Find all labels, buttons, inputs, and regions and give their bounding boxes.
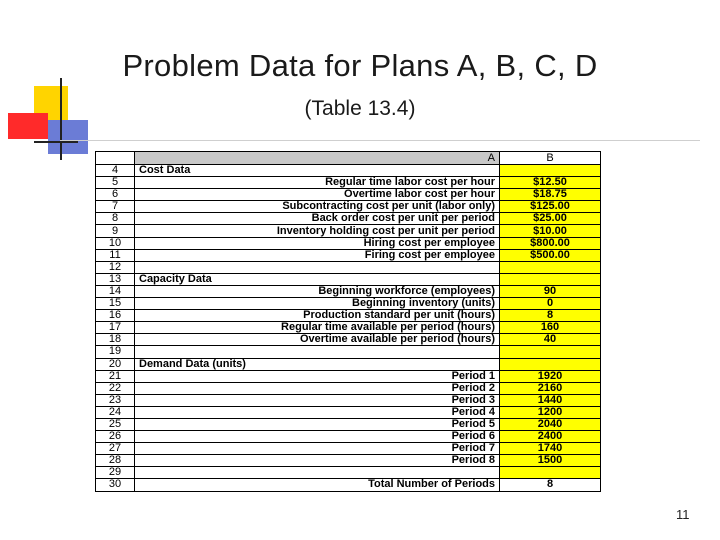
table-row — [96, 455, 601, 467]
label-cell[interactable]: Overtime available per period (hours) — [135, 334, 500, 346]
table-row — [96, 310, 601, 322]
row-number[interactable]: 29 — [96, 467, 135, 479]
row-number[interactable]: 4 — [96, 165, 135, 177]
section-label-cell[interactable]: Demand Data (units) — [135, 358, 500, 370]
decor-horizontal-line — [34, 141, 78, 143]
row-number[interactable]: 17 — [96, 322, 135, 334]
table-row — [96, 201, 601, 213]
label-cell[interactable]: Firing cost per employee — [135, 249, 500, 261]
value-cell[interactable]: 1920 — [500, 370, 601, 382]
row-number[interactable]: 26 — [96, 431, 135, 443]
value-cell[interactable]: 1200 — [500, 406, 601, 418]
value-cell[interactable]: 1440 — [500, 394, 601, 406]
row-number[interactable]: 12 — [96, 261, 135, 273]
value-cell[interactable]: 2040 — [500, 418, 601, 430]
slide-subtitle: (Table 13.4) — [304, 97, 416, 120]
row-number[interactable]: 15 — [96, 298, 135, 310]
title-divider — [60, 140, 700, 141]
value-cell[interactable]: 90 — [500, 285, 601, 297]
row-number[interactable]: 16 — [96, 310, 135, 322]
table-row — [96, 418, 601, 430]
label-cell[interactable]: Production standard per unit (hours) — [135, 310, 500, 322]
table-row — [96, 394, 601, 406]
label-cell[interactable]: Back order cost per unit per period — [135, 213, 500, 225]
table-row — [96, 165, 601, 177]
label-cell[interactable]: Subcontracting cost per unit (labor only) — [135, 201, 500, 213]
label-cell[interactable]: Beginning workforce (employees) — [135, 285, 500, 297]
row-number[interactable]: 6 — [96, 189, 135, 201]
table-row — [96, 285, 601, 297]
column-header-row — [96, 152, 601, 165]
table-row — [96, 346, 601, 358]
table-row — [96, 261, 601, 273]
section-label-cell[interactable]: Capacity Data — [135, 273, 500, 285]
table-row — [96, 334, 601, 346]
value-cell[interactable]: 0 — [500, 298, 601, 310]
table-row — [96, 273, 601, 285]
label-cell[interactable]: Period 5 — [135, 418, 500, 430]
value-cell[interactable]: $800.00 — [500, 237, 601, 249]
label-cell[interactable]: Period 1 — [135, 370, 500, 382]
value-cell[interactable]: $12.50 — [500, 177, 601, 189]
value-cell[interactable]: 2400 — [500, 431, 601, 443]
label-cell[interactable] — [135, 467, 500, 479]
value-cell[interactable] — [500, 165, 601, 177]
value-cell[interactable]: 8 — [500, 479, 601, 491]
spreadsheet-body — [96, 165, 601, 492]
row-number[interactable]: 28 — [96, 455, 135, 467]
label-cell[interactable]: Overtime labor cost per hour — [135, 189, 500, 201]
value-cell[interactable]: $18.75 — [500, 189, 601, 201]
slide-title: Problem Data for Plans A, B, C, D — [122, 48, 598, 83]
row-number[interactable]: 30 — [96, 479, 135, 491]
label-cell[interactable] — [135, 261, 500, 273]
table-row — [96, 322, 601, 334]
label-cell[interactable]: Period 2 — [135, 382, 500, 394]
value-cell[interactable] — [500, 273, 601, 285]
value-cell[interactable] — [500, 467, 601, 479]
row-number[interactable]: 7 — [96, 201, 135, 213]
table-row — [96, 358, 601, 370]
row-number[interactable]: 23 — [96, 394, 135, 406]
value-cell[interactable]: 8 — [500, 310, 601, 322]
table-row — [96, 406, 601, 418]
value-cell[interactable] — [500, 261, 601, 273]
label-cell[interactable]: Period 8 — [135, 455, 500, 467]
value-cell[interactable]: 1500 — [500, 455, 601, 467]
table-row — [96, 382, 601, 394]
row-number[interactable]: 8 — [96, 213, 135, 225]
label-cell[interactable]: Total Number of Periods — [135, 479, 500, 491]
table-row — [96, 225, 601, 237]
table-row — [96, 249, 601, 261]
value-cell[interactable]: 1740 — [500, 443, 601, 455]
row-number[interactable]: 21 — [96, 370, 135, 382]
label-cell[interactable]: Inventory holding cost per unit per period — [135, 225, 500, 237]
row-number[interactable]: 18 — [96, 334, 135, 346]
column-header-b[interactable]: B — [500, 152, 601, 165]
label-cell[interactable]: Beginning inventory (units) — [135, 298, 500, 310]
value-cell[interactable] — [500, 358, 601, 370]
row-number[interactable]: 5 — [96, 177, 135, 189]
page-number: 11 — [676, 507, 690, 522]
value-cell[interactable]: $10.00 — [500, 225, 601, 237]
label-cell[interactable]: Period 7 — [135, 443, 500, 455]
decor-blue-square — [48, 120, 88, 154]
value-cell[interactable]: $125.00 — [500, 201, 601, 213]
table-row — [96, 177, 601, 189]
row-number[interactable]: 25 — [96, 418, 135, 430]
value-cell[interactable]: 2160 — [500, 382, 601, 394]
row-number[interactable]: 20 — [96, 358, 135, 370]
table-row — [96, 370, 601, 382]
label-cell[interactable]: Regular time available per period (hours) — [135, 322, 500, 334]
row-number[interactable]: 11 — [96, 249, 135, 261]
table-row — [96, 298, 601, 310]
table-row — [96, 443, 601, 455]
table-row — [96, 189, 601, 201]
label-cell[interactable]: Regular time labor cost per hour — [135, 177, 500, 189]
table-row — [96, 213, 601, 225]
label-cell[interactable]: Hiring cost per employee — [135, 237, 500, 249]
label-cell[interactable] — [135, 346, 500, 358]
corner-cell — [96, 152, 135, 165]
table-row — [96, 467, 601, 479]
label-cell[interactable]: Period 4 — [135, 406, 500, 418]
row-number[interactable]: 9 — [96, 225, 135, 237]
label-cell[interactable]: Period 6 — [135, 431, 500, 443]
value-cell[interactable]: 40 — [500, 334, 601, 346]
row-number[interactable]: 27 — [96, 443, 135, 455]
label-cell[interactable]: Period 3 — [135, 394, 500, 406]
value-cell[interactable]: $500.00 — [500, 249, 601, 261]
spreadsheet-table — [95, 151, 601, 492]
column-header-a[interactable]: A — [135, 152, 500, 165]
table-row — [96, 431, 601, 443]
row-number[interactable]: 22 — [96, 382, 135, 394]
section-label-cell[interactable]: Cost Data — [135, 165, 500, 177]
row-number[interactable]: 13 — [96, 273, 135, 285]
table-row — [96, 237, 601, 249]
row-number[interactable]: 24 — [96, 406, 135, 418]
table-row — [96, 479, 601, 491]
value-cell[interactable]: $25.00 — [500, 213, 601, 225]
row-number[interactable]: 14 — [96, 285, 135, 297]
value-cell[interactable]: 160 — [500, 322, 601, 334]
row-number[interactable]: 19 — [96, 346, 135, 358]
row-number[interactable]: 10 — [96, 237, 135, 249]
value-cell[interactable] — [500, 346, 601, 358]
